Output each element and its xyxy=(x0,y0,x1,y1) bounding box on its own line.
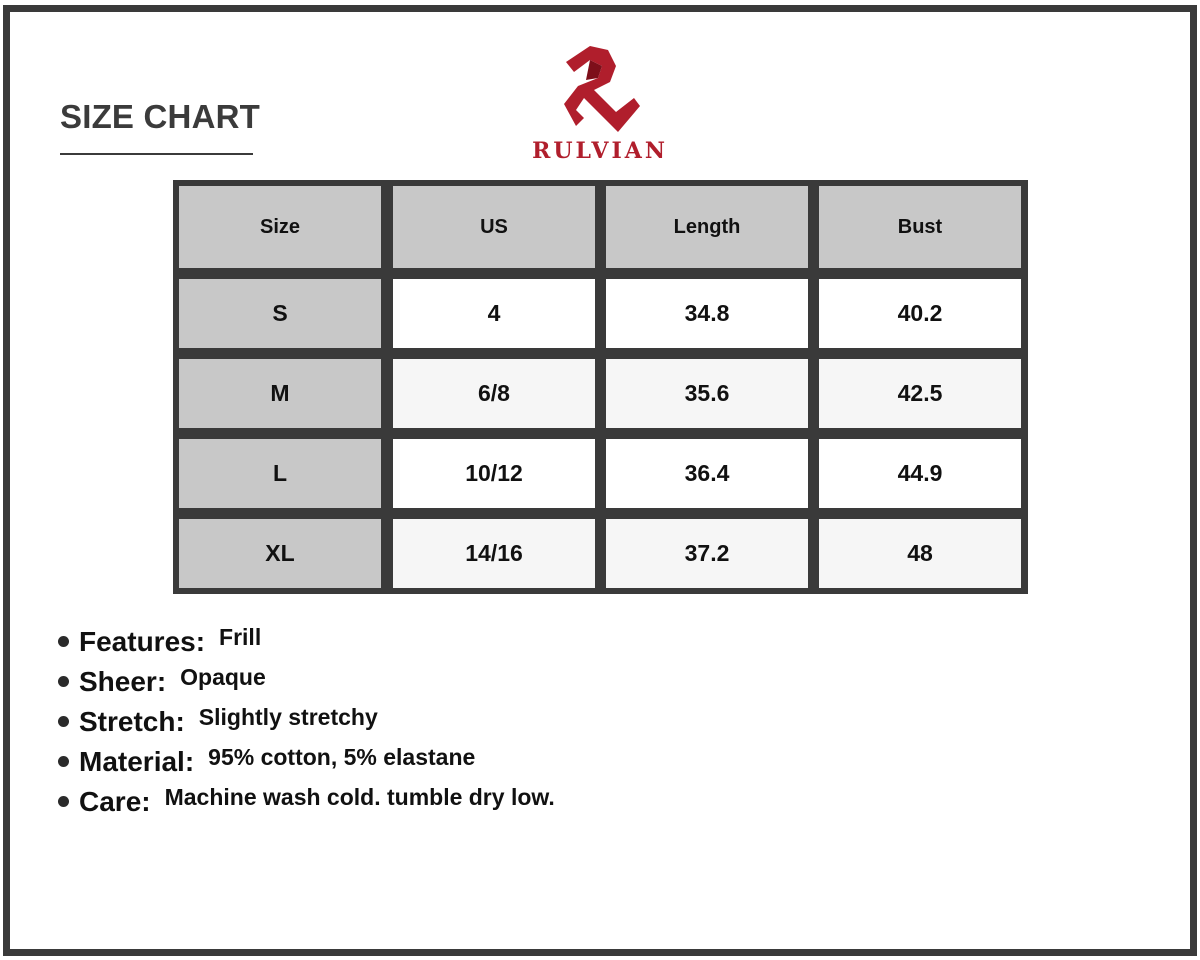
table-header-cell: US xyxy=(393,186,595,268)
spec-value: Opaque xyxy=(180,664,266,690)
bullet-icon xyxy=(58,716,69,727)
spec-label: Care: xyxy=(79,786,151,817)
table-cell: 42.5 xyxy=(819,359,1021,428)
size-table xyxy=(173,180,1028,594)
spec-label: Features: xyxy=(79,626,206,657)
spec-label: Material: xyxy=(79,746,195,777)
brand-name: RULVIAN xyxy=(532,138,668,164)
spec-material xyxy=(58,742,555,782)
bullet-icon xyxy=(58,636,69,647)
table-cell: 37.2 xyxy=(606,519,808,588)
title-underline xyxy=(60,153,253,155)
table-cell-size: M xyxy=(179,359,381,428)
spec-sheer xyxy=(58,662,555,702)
table-cell: 40.2 xyxy=(819,279,1021,348)
table-cell: 44.9 xyxy=(819,439,1021,508)
spec-stretch xyxy=(58,702,555,742)
table-cell: 6/8 xyxy=(393,359,595,428)
page-title: SIZE CHART xyxy=(60,98,260,135)
table-cell: 48 xyxy=(819,519,1021,588)
table-cell: 10/12 xyxy=(393,439,595,508)
product-specs xyxy=(58,622,555,822)
table-cell-size: XL xyxy=(179,519,381,588)
table-cell: 36.4 xyxy=(606,439,808,508)
spec-care xyxy=(58,782,555,822)
spec-value: 95% cotton, 5% elastane xyxy=(208,744,476,770)
r-logo-icon xyxy=(560,40,640,135)
table-header-cell: Bust xyxy=(819,186,1021,268)
table-cell: 14/16 xyxy=(393,519,595,588)
spec-features xyxy=(58,622,555,662)
table-header-cell: Length xyxy=(606,186,808,268)
table-cell: 4 xyxy=(393,279,595,348)
bullet-icon xyxy=(58,756,69,767)
spec-value: Slightly stretchy xyxy=(198,704,378,730)
table-cell-size: S xyxy=(179,279,381,348)
table-cell: 35.6 xyxy=(606,359,808,428)
brand-logo xyxy=(520,40,680,165)
bullet-icon xyxy=(58,796,69,807)
spec-value: Machine wash cold. tumble dry low. xyxy=(164,784,555,810)
table-cell: 34.8 xyxy=(606,279,808,348)
bullet-icon xyxy=(58,676,69,687)
spec-label: Stretch: xyxy=(79,706,185,737)
table-cell-size: L xyxy=(179,439,381,508)
spec-value: Frill xyxy=(219,624,262,650)
spec-label: Sheer: xyxy=(79,666,167,697)
table-header-cell: Size xyxy=(179,186,381,268)
